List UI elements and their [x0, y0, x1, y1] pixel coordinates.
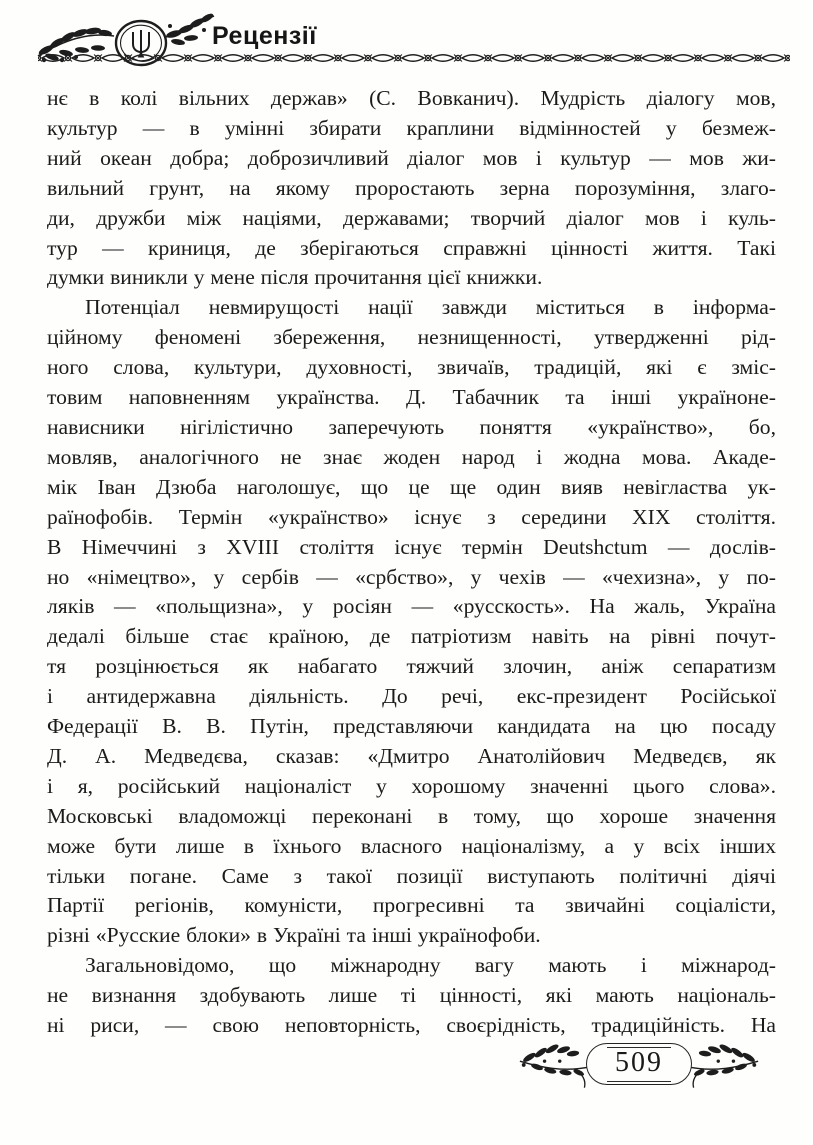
page-footer [518, 1036, 760, 1092]
text-line: тя розцінюється як набагато тяжчий злочин, аніж сепаратизм [47, 654, 776, 679]
text-line: ний океан добра; доброзичливий діалог мов і культур — мов жи- [47, 145, 776, 170]
page-number: 509 [615, 1047, 663, 1078]
text-line: Московські владоможці переконані в тому, що хороше значення [47, 803, 776, 828]
text-line: ди, дружби між націями, державами; творчий діалог мов і куль- [47, 205, 776, 230]
text-line: В Німеччині з XVIII століття існує термін Deutshctum — дослів- [47, 534, 776, 559]
text-line: ляків — «польщизна», у росіян — «русскость». На жаль, Україна [47, 594, 776, 619]
text-line: різні «Русские блоки» в Україні та інші українофоби. [47, 923, 541, 948]
text-line: Д. А. Медведєва, сказав: «Дмитро Анатолійович Медведєв, як [47, 743, 776, 768]
text-line: ні риси, — свою неповторність, своєрідність, традиційність. На [47, 1013, 776, 1038]
text-line: но «німецтво», у сербів — «србство», у чехів — «чехизна», у по- [47, 564, 776, 589]
text-line: Потенціал невмирущості нації завжди міститься в інформа- [85, 295, 776, 320]
text-line: вильний грунт, на якому проростають зерна порозуміння, злаго- [47, 175, 776, 200]
text-line: нависники нігілістично заперечують поняття «українство», бо, [47, 414, 776, 439]
page-number-badge [586, 1043, 692, 1085]
text-line: і я, російський націоналіст у хорошому значенні цього слова». [47, 773, 776, 798]
text-line: Федерації В. В. Путін, представляючи кандидата на цю посаду [47, 714, 776, 739]
text-line: товим наповненням українства. Д. Табачник та інші україноне- [47, 385, 776, 410]
leaf-ornament-right [686, 1036, 760, 1092]
text-line: Загальновідомо, що міжнародну вагу мають і міжнарод- [85, 953, 776, 978]
text-line: не визнання здобувають лише ті цінності, які мають національ- [47, 983, 776, 1008]
text-line: ційному феномені збереження, незнищенності, утвердженні рід- [47, 325, 776, 350]
text-line: мовляв, аналогічного не знає жоден народ і жодна мова. Акаде- [47, 444, 776, 469]
text-line: раїнофобів. Термін «українство» існує з середини XIX століття. [47, 504, 776, 529]
text-line: і антидержавна діяльність. До речі, екс-президент Російської [47, 684, 776, 709]
text-line: нє в колі вільних держав» (С. Вовканич). Мудрість діалогу мов, [47, 86, 776, 110]
text-line: тур — криниця, де зберігаються справжні цінності життя. Такі [47, 235, 776, 260]
body-text [47, 84, 776, 1041]
text-line: дедалі більше стає країною, де патріотизм навіть на рівні почут- [47, 624, 776, 649]
text-line: культур — в умінні збирати краплини відмінностей у безмеж- [47, 115, 776, 140]
text-line: думки виникли у мене після прочитання цієї книжки. [47, 265, 543, 290]
text-line: мік Іван Дзюба наголошує, що це ще один вияв невігластва ук- [47, 474, 776, 499]
leaf-ornament-left [518, 1036, 592, 1092]
text-line: Партії регіонів, комуністи, прогресивні та звичайні соціалісти, [47, 893, 776, 918]
chain-divider-ornament [38, 50, 790, 66]
text-line: може бути лише в їхнього власного націоналізму, а у всіх інших [47, 833, 776, 858]
text-line: тільки погане. Саме з такої позиції виступають політичні діячі [47, 863, 776, 888]
text-line: ного слова, культури, духовності, звичаїв, традицій, які є зміс- [47, 355, 776, 380]
page-title: Рецензії [212, 22, 317, 50]
